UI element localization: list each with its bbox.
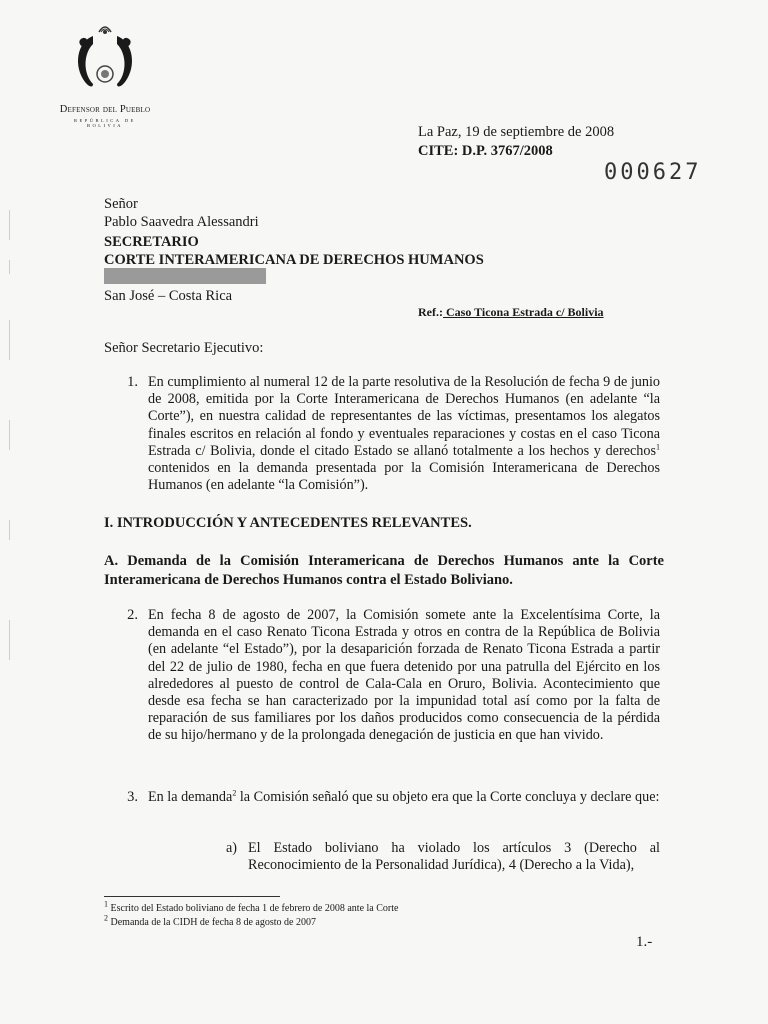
paragraph-3 bbox=[148, 789, 660, 806]
paragraph-2: En fecha 8 de agosto de 2007, la Comisión somete ante la Excelentísima Corte, la demanda en el caso Renato Ticona Estrada y otros en contra de la República de Bolivia (en adelante “el Estado”), por la desaparición forzada de Renato Ticona Estrada a partir del 22 de julio de 1980, fecha en que fuera detenido por una patrulla del Ejército en los alrededores al puesto de control de Cala-Cala en Oruro, Bolivia. Acontecimiento que desde esa fecha se han caracterizado por la impunidad total así como por la falta de reparación de sus familiares por los daños producidos como consecuencia de la pérdida de su hijo/hermano y de la prolongada denegación de justicia en que han vivido. bbox=[148, 607, 660, 744]
org-name: Defensor del Pueblo bbox=[59, 104, 151, 115]
recipient-position: SECRETARIO bbox=[104, 234, 199, 250]
footnote-number: 2 bbox=[104, 913, 108, 923]
paragraph-number: 1. bbox=[127, 374, 138, 390]
footnote-ref: 1 bbox=[656, 442, 660, 452]
subitem-a: El Estado boliviano ha violado los artículos 3 (Derecho al Reconocimiento de la Personalidad Jurídica), 4 (Derecho a la Vida), bbox=[248, 840, 660, 874]
recipient-institution: CORTE INTERAMERICANA DE DERECHOS HUMANOS bbox=[104, 252, 484, 268]
paragraph-text: contenidos en la demanda presentada por la Comisión Interamericana de Derechos Humanos (en adelante “la Comisión”). bbox=[148, 460, 660, 494]
paragraph-number: 3. bbox=[127, 789, 138, 805]
section-heading: I. INTRODUCCIÓN Y ANTECEDENTES RELEVANTES. bbox=[104, 515, 472, 531]
registration-stamp: 000627 bbox=[604, 160, 702, 185]
footnote-2 bbox=[104, 913, 316, 929]
org-subtitle: REPÚBLICA DE BOLIVIA bbox=[74, 118, 136, 128]
recipient-name: Pablo Saavedra Alessandri bbox=[104, 214, 259, 230]
emblem-icon bbox=[63, 18, 147, 102]
footnote-1 bbox=[104, 899, 399, 915]
letterhead-logo bbox=[55, 18, 155, 126]
salutation: Señor Secretario Ejecutivo: bbox=[104, 340, 264, 356]
footnote-divider bbox=[104, 896, 280, 897]
cite-number: CITE: D.P. 3767/2008 bbox=[418, 143, 553, 159]
subitem-letter: a) bbox=[226, 840, 238, 856]
footnote-number: 1 bbox=[104, 899, 108, 909]
paragraph-text: En la demanda bbox=[148, 789, 233, 805]
footnote-text: Escrito del Estado boliviano de fecha 1 de febrero de 2008 ante la Corte bbox=[108, 903, 399, 914]
recipient-location: San José – Costa Rica bbox=[104, 288, 233, 304]
redacted-block bbox=[104, 268, 266, 284]
letter-date: La Paz, 19 de septiembre de 2008 bbox=[418, 124, 615, 140]
subsection-heading: A. Demanda de la Comisión Interamericana de Derechos Humanos ante la Corte Interamericana de Derechos Humanos contra el Estado Boliviano. bbox=[104, 553, 664, 588]
paragraph-text: En cumplimiento al numeral 12 de la parte resolutiva de la Resolución de fecha 9 de junio de 2008, emitida por la Corte Interamericana de Derechos Humanos (en adelante “la Corte”), en nuestra calidad de representantes de las víctimas, presentamos los alegatos finales escritos en relación al fondo y eventuales reparaciones y costas en el caso Ticona Estrada c/ Bolivia, donde el citado Estado se allanó totalmente a los hechos y derechos bbox=[148, 374, 660, 459]
scan-margin-marks bbox=[6, 200, 14, 720]
reference-text: Caso Ticona Estrada c/ Bolivia bbox=[442, 305, 604, 319]
footnote-ref: 2 bbox=[232, 788, 237, 798]
page-number: 1.- bbox=[636, 934, 653, 950]
paragraph-1 bbox=[148, 374, 660, 494]
footnote-text: Demanda de la CIDH de fecha 8 de agosto de 2007 bbox=[108, 917, 316, 928]
paragraph-text: la Comisión señaló que su objeto era que la Corte concluya y declare que: bbox=[236, 789, 660, 805]
recipient-title: Señor bbox=[104, 196, 138, 212]
paragraph-number: 2. bbox=[127, 607, 138, 623]
reference-label: Ref.: bbox=[418, 305, 443, 319]
reference-line bbox=[418, 305, 604, 320]
